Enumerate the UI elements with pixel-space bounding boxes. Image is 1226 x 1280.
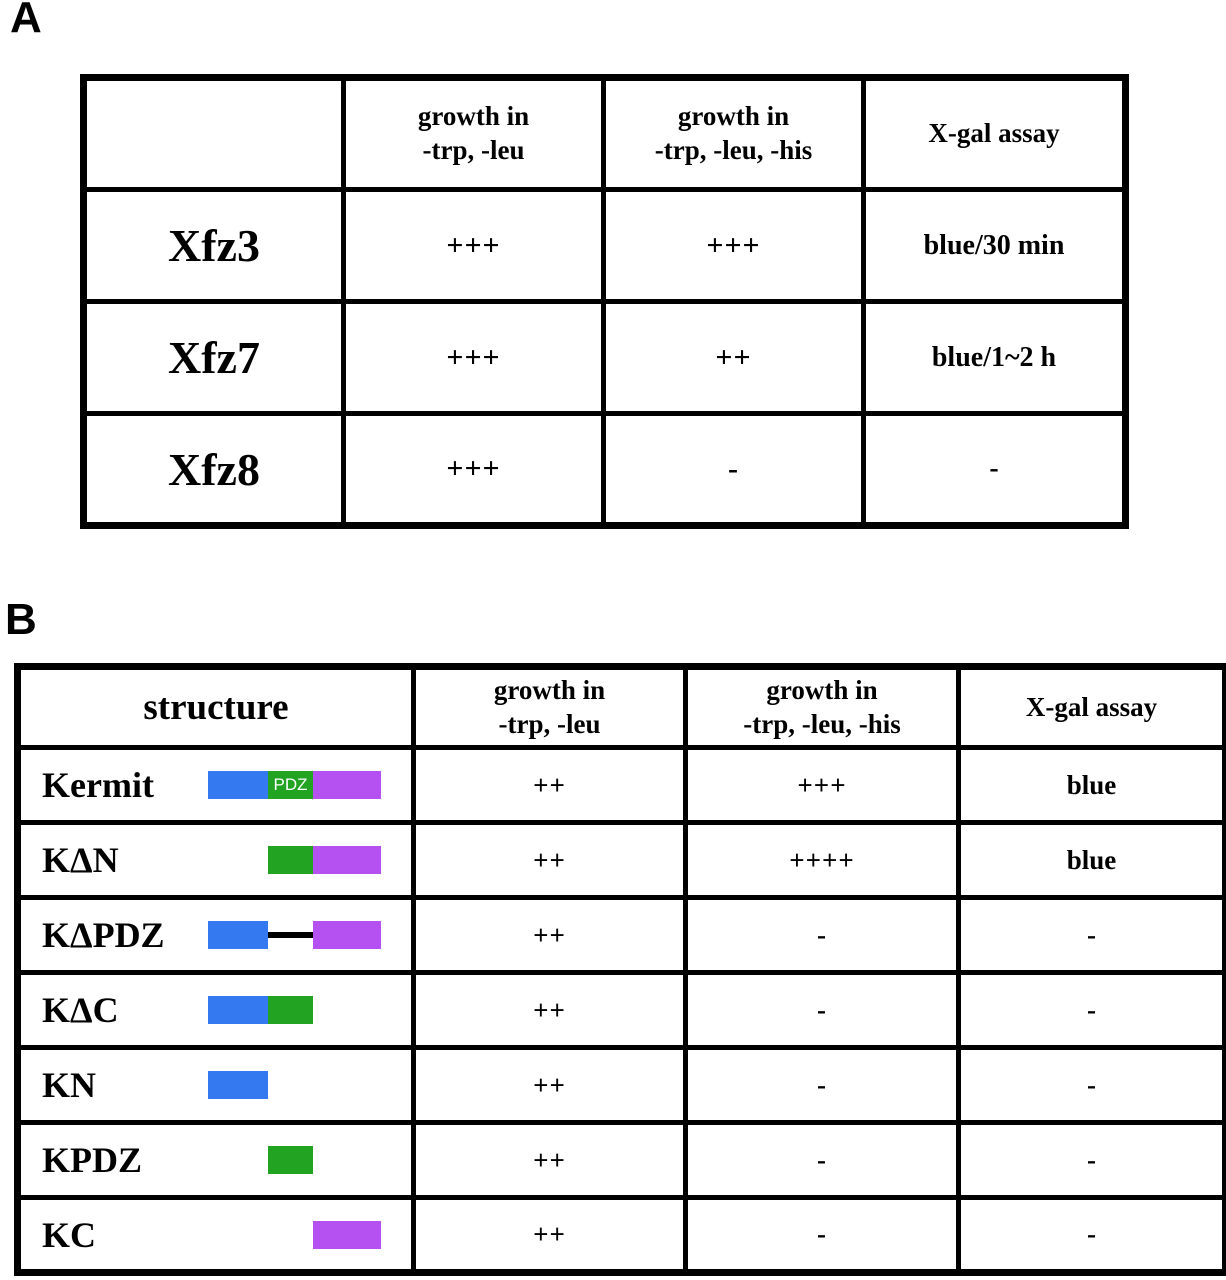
kc-growth-trp-leu-his-cell [686,1198,959,1273]
xfz8-growth-trp-leu-his-value: - [728,452,739,485]
kdc-growth-trp-leu-his-value: - [817,994,827,1025]
header-growth-line2: -trp, -leu [422,135,525,165]
header-xgal-text: X-gal assay [1025,691,1158,722]
kermit-xgal-value: blue [1066,769,1117,800]
xfz3-growth-trp-leu-value: +++ [446,228,501,262]
table-a-header-growth-trp-leu [344,78,604,190]
kpdz-structure-cell [18,1123,414,1198]
table-b-row-kermit [18,748,1226,823]
kdpdz-growth-trp-leu-his-value: - [817,919,827,950]
kdn-xgal-value: blue [1066,844,1117,875]
kn-growth-trp-leu-his-cell [686,1048,959,1123]
kdc-xgal-value: - [1087,994,1096,1025]
table-b-header-structure [18,667,414,748]
c-domain-box [313,771,381,799]
header-growth-line2: -trp, -leu [498,708,601,739]
c-domain-box [313,1221,381,1249]
kdpdz-growth-trp-leu-cell [414,898,686,973]
kpdz-growth-trp-leu-cell [414,1123,686,1198]
kdc-growth-trp-leu-cell [414,973,686,1048]
table-b-row-kdn [18,823,1226,898]
header-growth-line1: growth in [417,101,530,132]
xfz3-growth-trp-leu-his-cell [604,190,864,302]
xfz7-growth-trp-leu-his-cell [604,302,864,414]
xfz8-label: Xfz8 [168,443,260,495]
kermit-label: Kermit [42,765,154,805]
table-a-header-blank [84,78,344,190]
table-b-header-xgal [959,667,1226,748]
kermit-growth-trp-leu-his-value: +++ [797,769,847,800]
table-a-row-xfz7 [84,302,1126,414]
kdn-structure-cell [18,823,414,898]
header-growth-his-line1: growth in [677,101,790,132]
kn-label: KN [42,1065,96,1105]
xfz8-growth-trp-leu-value: +++ [446,452,501,485]
kermit-growth-trp-leu-cell [414,748,686,823]
kpdz-xgal-cell [959,1123,1226,1198]
kdc-xgal-cell [959,973,1226,1048]
table-b-header-row [18,667,1226,748]
xfz7-label: Xfz7 [168,332,260,383]
kc-xgal-value: - [1087,1219,1096,1249]
kn-growth-trp-leu-his-value: - [817,1069,827,1100]
kc-growth-trp-leu-cell [414,1198,686,1273]
linker-domain-box [268,932,313,938]
kdn-growth-trp-leu-cell [414,823,686,898]
kdpdz-xgal-value: - [1087,919,1096,950]
table-a-header-growth-trp-leu-his [604,78,864,190]
xfz8-growth-trp-leu-cell [344,414,604,526]
xfz3-label: Xfz3 [168,220,260,271]
header-growth-his-line1: growth in [766,674,878,705]
kdn-label: KΔN [42,840,119,880]
table-b-row-kc [18,1198,1226,1273]
n-domain-box [208,771,268,799]
kc-label: KC [42,1214,96,1255]
xfz3-xgal-cell [864,190,1126,302]
xfz8-label-cell [84,414,344,526]
kn-growth-trp-leu-cell [414,1048,686,1123]
kc-growth-trp-leu-his-value: - [817,1219,827,1249]
table-b-header-growth-trp-leu-his [686,667,959,748]
kdpdz-xgal-cell [959,898,1226,973]
kpdz-growth-trp-leu-value: ++ [533,1144,566,1175]
table-b-row-kdpdz [18,898,1226,973]
xfz3-label-cell [84,190,344,302]
kdc-label: KΔC [42,990,119,1030]
panel-a-label: A [10,0,42,42]
xfz3-xgal-value: blue/30 min [923,229,1065,261]
xfz7-growth-trp-leu-value: +++ [446,340,501,374]
c-domain-box [313,921,381,949]
xfz8-xgal-value: - [989,453,999,484]
pdz-domain-box: PDZ [268,771,313,799]
panel-b-table [14,663,1226,1276]
n-domain-box [208,1071,268,1099]
kdc-growth-trp-leu-his-cell [686,973,959,1048]
kn-structure-cell [18,1048,414,1123]
xfz8-xgal-cell [864,414,1126,526]
kpdz-label: KPDZ [42,1140,143,1180]
xfz7-growth-trp-leu-cell [344,302,604,414]
n-domain-box [208,921,268,949]
kdn-growth-trp-leu-value: ++ [533,844,566,875]
pdz-domain-box [268,846,313,874]
c-domain-box [313,846,381,874]
xfz7-xgal-value: blue/1~2 h [931,341,1057,373]
kermit-growth-trp-leu-value: ++ [533,769,566,800]
kdn-xgal-cell [959,823,1226,898]
table-a-header-row [84,78,1126,190]
kermit-structure-cell [18,748,414,823]
kpdz-growth-trp-leu-his-value: - [817,1144,827,1175]
xfz7-growth-trp-leu-his-value: ++ [715,340,752,374]
table-a-row-xfz3 [84,190,1126,302]
panel-b-label: B [5,595,37,644]
header-growth-line1: growth in [493,674,606,705]
xfz7-xgal-cell [864,302,1126,414]
n-domain-box [208,996,268,1024]
kc-growth-trp-leu-value: ++ [533,1219,566,1249]
pdz-domain-box [268,1146,313,1174]
kpdz-xgal-value: - [1087,1144,1096,1175]
panel-a-table [80,74,1129,529]
kdpdz-label: KΔPDZ [42,915,165,955]
kc-xgal-cell [959,1198,1226,1273]
kermit-growth-trp-leu-his-cell [686,748,959,823]
kn-xgal-cell [959,1048,1226,1123]
table-b-row-kn [18,1048,1226,1123]
table-a-header-xgal [864,78,1126,190]
header-growth-his-line2: -trp, -leu, -his [743,708,901,739]
kdpdz-structure-cell [18,898,414,973]
table-b-header-growth-trp-leu [414,667,686,748]
kermit-xgal-cell [959,748,1226,823]
xfz8-growth-trp-leu-his-cell [604,414,864,526]
pdz-domain-box [268,996,313,1024]
table-b-row-kpdz [18,1123,1226,1198]
xfz7-label-cell [84,302,344,414]
kdn-growth-trp-leu-his-value: ++++ [789,844,855,875]
kdn-growth-trp-leu-his-cell [686,823,959,898]
table-a-row-xfz8 [84,414,1126,526]
xfz3-growth-trp-leu-his-value: +++ [706,228,761,262]
header-growth-his-line2: -trp, -leu, -his [654,135,813,165]
kc-structure-cell [18,1198,414,1273]
table-b-row-kdc [18,973,1226,1048]
kdpdz-growth-trp-leu-value: ++ [533,919,566,950]
kn-growth-trp-leu-value: ++ [533,1069,566,1100]
kn-xgal-value: - [1087,1069,1096,1100]
xfz3-growth-trp-leu-cell [344,190,604,302]
kdc-structure-cell [18,973,414,1048]
kdc-growth-trp-leu-value: ++ [533,994,566,1025]
header-structure-text: structure [143,687,289,728]
header-xgal-text: X-gal assay [928,118,1060,149]
kpdz-growth-trp-leu-his-cell [686,1123,959,1198]
kdpdz-growth-trp-leu-his-cell [686,898,959,973]
